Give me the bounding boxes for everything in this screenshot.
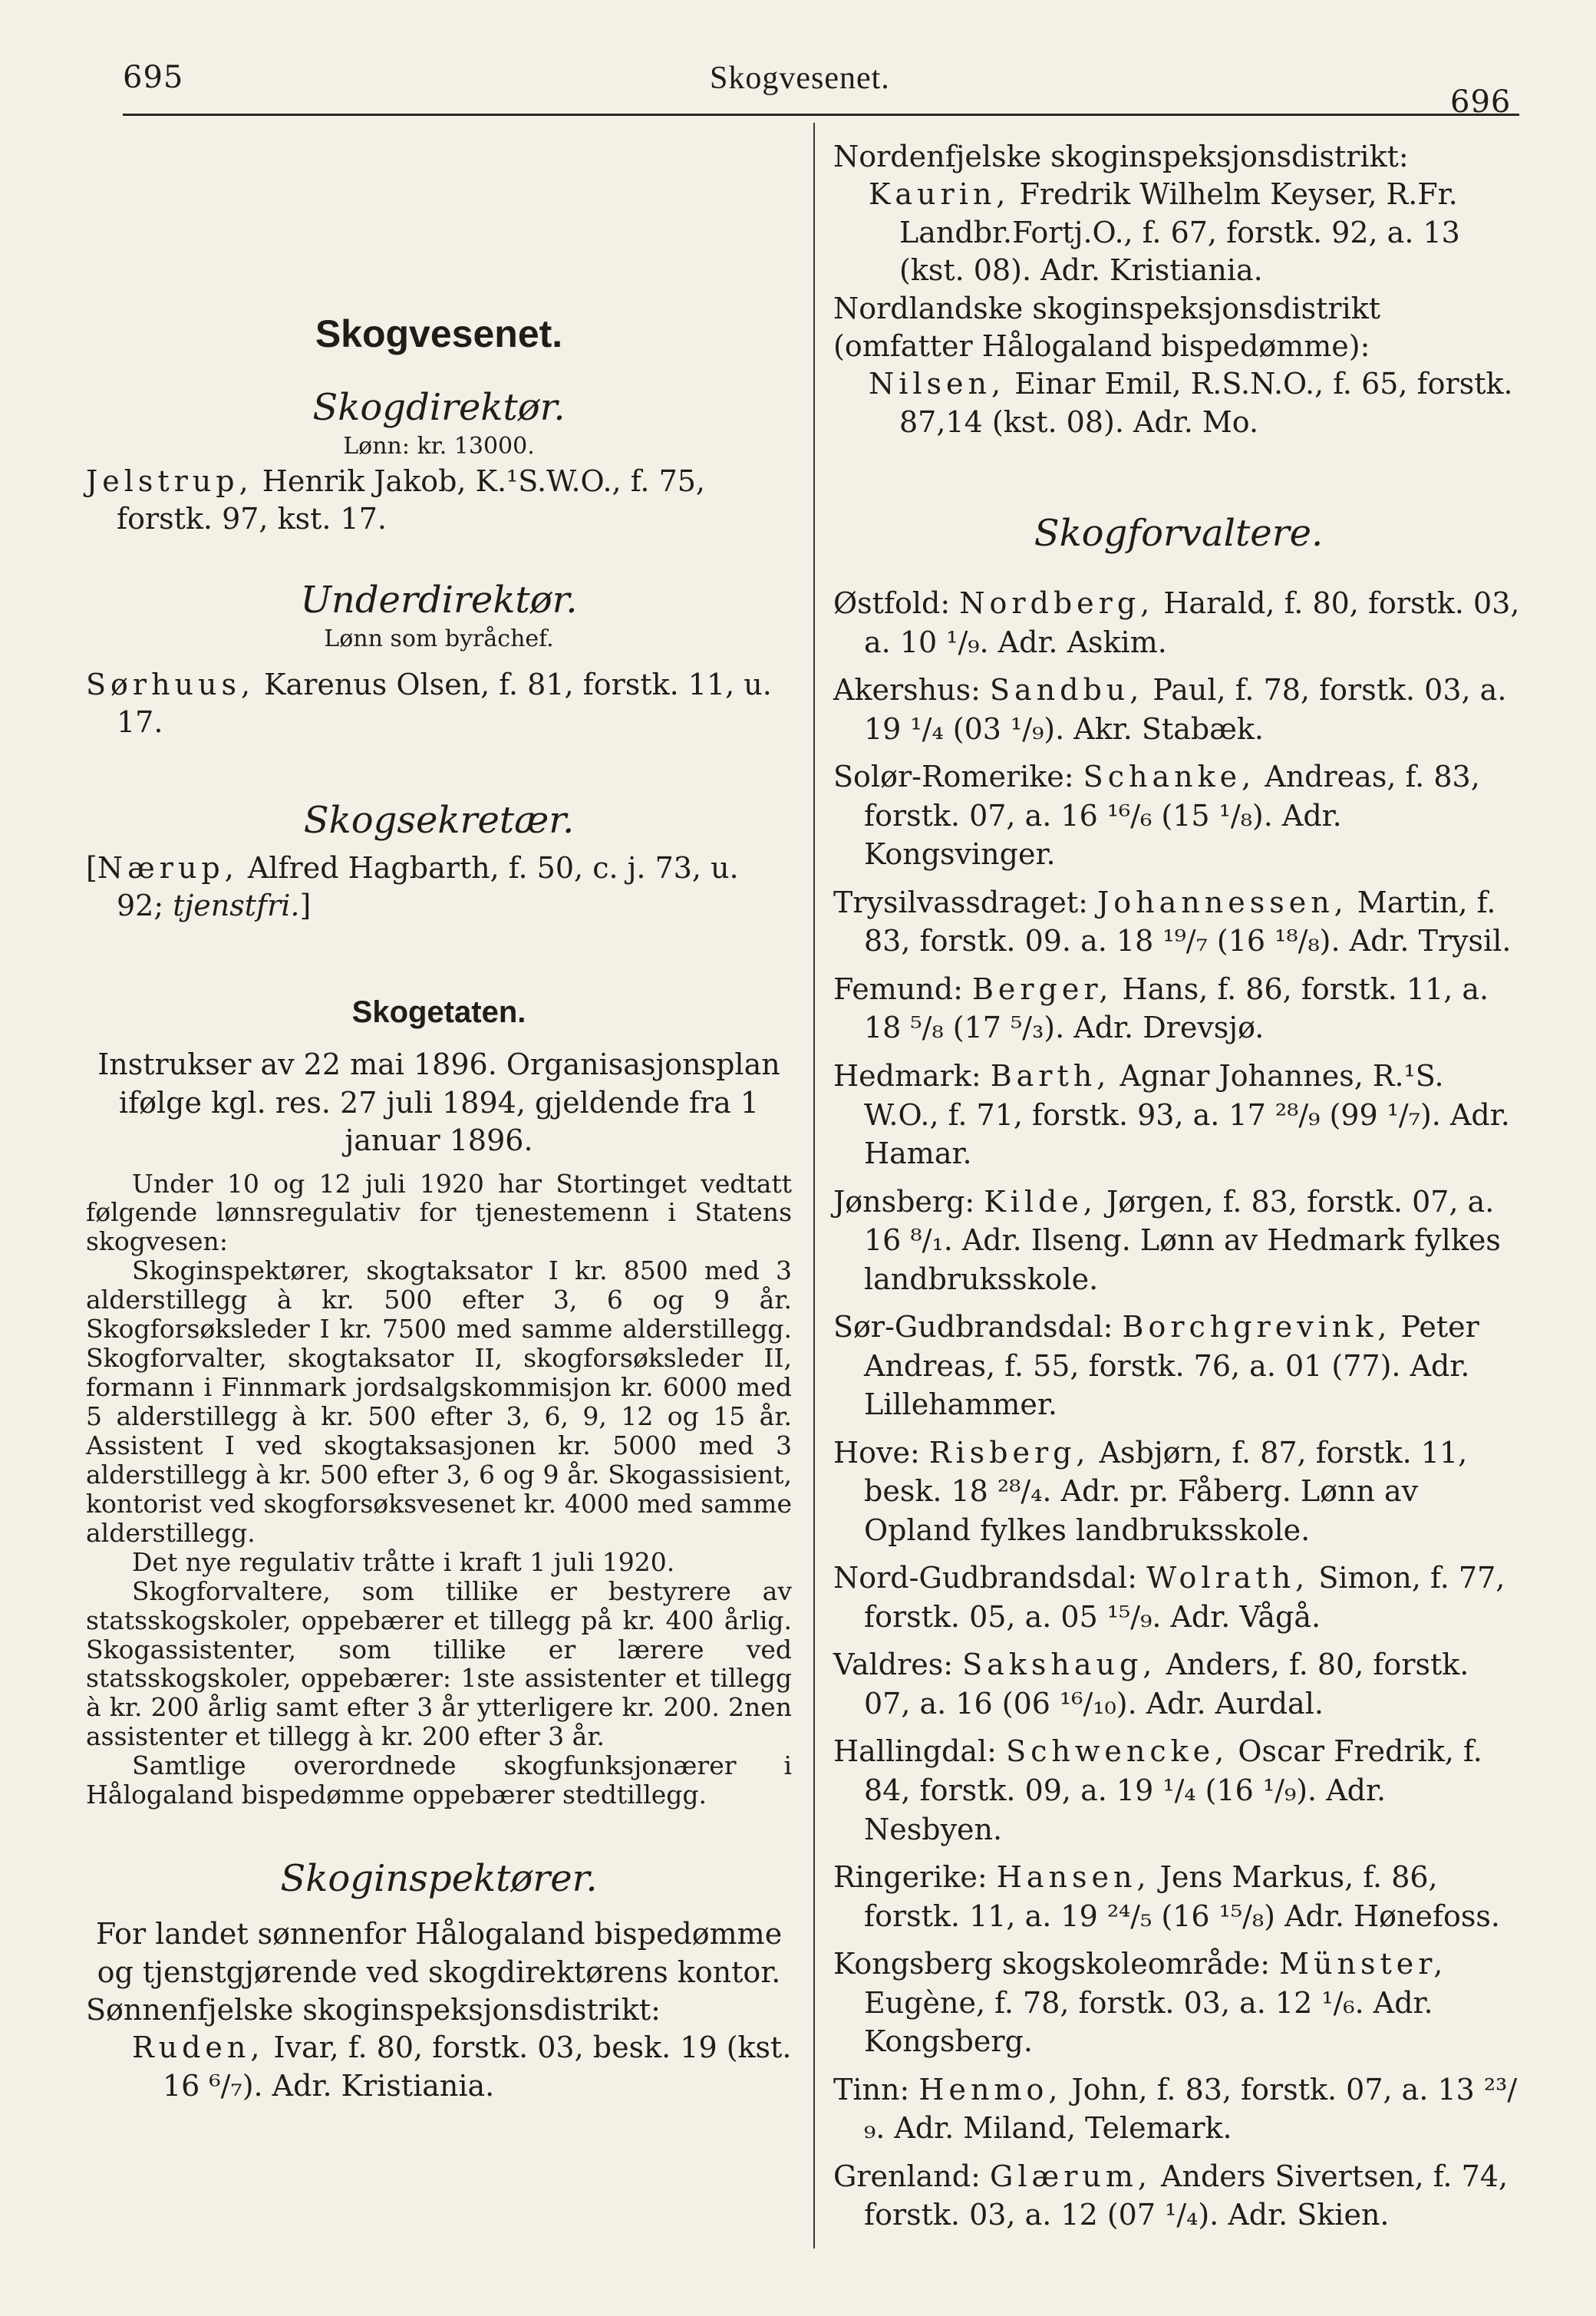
district-name: Nord-Gudbrandsdal:: [833, 1561, 1147, 1595]
left-column: [86, 138, 792, 2105]
forvalter-entry: [833, 1645, 1524, 1723]
entry-direktor: [86, 463, 792, 539]
district-label: Nordenfjelske skoginspeksjonsdistrikt:: [833, 140, 1409, 173]
district-name: Kongsberg skogskoleområde:: [833, 1947, 1280, 1981]
surname: Ruden,: [132, 2031, 265, 2065]
entry-text: John, f. 83, forstk. 07, a. 13 ²³/₉. Adr. Miland, Telemark.: [864, 2072, 1518, 2146]
district-name: Grenland:: [833, 2159, 990, 2193]
surname: Risberg,: [928, 1435, 1090, 1470]
forvalter-entry: [833, 1858, 1524, 1935]
district-label: Nordlandske skoginspeksjonsdistrikt (omfatter Hålogaland bispedømme):: [833, 291, 1381, 363]
surname: Wolrath,: [1146, 1561, 1310, 1595]
heading-direktor: Skogdirektør.: [312, 386, 566, 429]
district-name: Hedmark:: [833, 1058, 991, 1093]
entry-text: Oscar Fredrik, f. 84, forstk. 09, a. 19 ¹/₄ (16 ¹/₉). Adr. Nesbyen.: [864, 1734, 1482, 1846]
entry-text: Eugène, f. 78, forstk. 03, a. 12 ¹/₆. Adr. Kongsberg.: [864, 1985, 1433, 2059]
forvalter-entry: [833, 1945, 1524, 2061]
regulation-paragraph: Samtlige overordnede skogfunksjonærer i Hålogaland bispedømme oppebærer stedtillegg.: [86, 1750, 792, 1810]
surname: Sakshaug,: [962, 1648, 1157, 1682]
heading-sekretaer: Skogsekretær.: [303, 798, 575, 842]
entry-text: Simon, f. 77, forstk. 05, a. 05 ¹⁵/₉. Adr. Vågå.: [864, 1561, 1505, 1634]
entry-nordlandske: [833, 365, 1524, 441]
surname: Johannessen,: [1097, 885, 1348, 919]
surname: Nordberg,: [959, 586, 1155, 621]
inspektorer-intro: For landet sønnenfor Hålogaland bispedømme og tjenstgjørende ved skogdirektørens kontor.: [95, 1917, 783, 1989]
skogetaten-title: Skogetaten.: [351, 995, 526, 1030]
regulation-paragraph: Under 10 og 12 juli 1920 har Stortinget vedtatt følgende lønnsregulativ for tjenestemenn i Statens skogvesen:: [86, 1168, 792, 1257]
surname: Nærup,: [97, 850, 239, 885]
surname: Kilde,: [984, 1184, 1097, 1219]
salary-direktor: Lønn: kr. 13000.: [343, 433, 535, 460]
forvalter-entry: [833, 883, 1524, 961]
district-label: Sønnenfjelske skoginspeksjonsdistrikt:: [86, 1992, 661, 2027]
running-title: Skogvesenet.: [710, 61, 890, 96]
skogetaten-intro: Instrukser av 22 mai 1896. Organisasjonsplan ifølge kgl. res. 27 juli 1894, gjeldende fra 1 januar 1896.: [97, 1047, 780, 1158]
surname: Borchgrevink,: [1122, 1310, 1392, 1344]
entry-text: Anders, f. 80, forstk. 07, a. 16 (06 ¹⁶/₁₀). Adr. Aurdal.: [864, 1648, 1469, 1721]
district-name: Ringerike:: [833, 1860, 997, 1895]
heading-forvaltere: Skogforvaltere.: [1034, 512, 1324, 556]
surname: Henmo,: [918, 2072, 1063, 2107]
entry-text: Asbjørn, f. 87, forstk. 11, besk. 18 ²⁸/₄. Adr. pr. Fåberg. Lønn av Opland fylkes landbruksskole.: [864, 1435, 1468, 1547]
surname: Sørhuus,: [86, 667, 256, 701]
entry-text: Harald, f. 80, forstk. 03, a. 10 ¹/₉. Adr. Askim.: [864, 586, 1520, 659]
district-name: Solør-Romerike:: [833, 760, 1083, 794]
regulation-paragraph: Skoginspektører, skogtaksator I kr. 8500 med 3 alderstillegg à kr. 500 efter 3, 6 og 9 år. Skogforsøksleder I kr. 7500 med samme alderstillegg. Skogforvalter, skogtaksator II, skogforsøksleder II, formann i Finnmark jordsalgskommisjon kr. 6000 med 5 alderstillegg à kr. 500 efter 3, 6, 9, 12 og 15 år. Assistent I ved skogtaksasjonen kr. 5000 med 3 alderstillegg à kr. 500 efter 3, 6 og 9 år. Skogassisient, kontorist ved skogforsøksvesenet kr. 4000 med samme alderstillegg.: [86, 1255, 792, 1548]
district-name: Valdres:: [833, 1648, 963, 1682]
entry-text: Henrik Jakob, K.¹S.W.O., f. 75, forstk. 97, kst. 17.: [117, 464, 705, 536]
surname: Berger,: [971, 972, 1113, 1006]
right-column: [798, 138, 1524, 2235]
entry-text: Peter Andreas, f. 55, forstk. 76, a. 01 (77). Adr. Lillehammer.: [864, 1310, 1479, 1422]
forvalter-entry: [833, 1732, 1524, 1849]
district-name: Hallingdal:: [833, 1734, 1007, 1769]
surname: Hansen,: [996, 1860, 1151, 1895]
surname: Barth,: [990, 1058, 1111, 1093]
forvalter-entry: [833, 970, 1524, 1047]
district-name: Akershus:: [833, 673, 990, 708]
forvalter-entry: [833, 584, 1524, 661]
heading-inspektorer: Skoginspektører.: [280, 1857, 598, 1901]
district-name: Trysilvassdraget:: [833, 885, 1098, 919]
entry-text: Ivar, f. 80, forstk. 03, besk. 19 (kst. 16 ⁶/₇). Adr. Kristiania.: [163, 2031, 792, 2103]
district-name: Tinn:: [833, 2072, 919, 2107]
surname: Schanke,: [1083, 760, 1256, 794]
entry-text: Martin, f. 83, forstk. 09. a. 18 ¹⁹/₇ (16 ¹⁸/₈). Adr. Trysil.: [864, 885, 1512, 958]
entry-underdirektor: [86, 666, 792, 742]
surname: Jelstrup,: [86, 464, 253, 498]
regulation-paragraph: Skogforvaltere, som tillike er bestyrere av statsskogskoler, oppebærer et tillegg på kr. 400 årlig. Skogassistenter, som tillike er lærere ved statsskogskoler, oppebærer: 1ste assistenter et tillegg à kr. 200 årlig samt efter 3 år ytterligere kr. 200. 2nen assistenter et tillegg à kr. 200 efter 3 år.: [86, 1575, 792, 1752]
entry-text: Paul, f. 78, forstk. 03, a. 19 ¹/₄ (03 ¹/₉). Akr. Stabæk.: [864, 673, 1507, 746]
surname: Kaurin,: [869, 177, 1011, 212]
forvalter-entry: [833, 1308, 1524, 1424]
forvalter-entry: [833, 1433, 1524, 1550]
bracket-close: ]: [299, 888, 312, 922]
entry-text: Andreas, f. 83, forstk. 07, a. 16 ¹⁶/₆ (15 ¹/₈). Adr. Kongsvinger.: [864, 760, 1480, 872]
entry-sekretaer: [86, 850, 792, 925]
district-name: Østfold:: [833, 586, 960, 621]
entry-text: Alfred Hagbarth, f. 50, c. j. 73, u. 92;: [117, 850, 739, 922]
surname: Sandbu,: [989, 673, 1144, 708]
salary-underdirektor: Lønn som byråchef.: [324, 625, 554, 652]
forvaltere-list: [833, 584, 1524, 2235]
section-title: Skogvesenet.: [315, 312, 563, 355]
bracket-open: [: [86, 850, 97, 885]
header-rule: [123, 114, 1519, 116]
entry-text: Fredrik Wilhelm Keyser, R.Fr. Landbr.Fortj.O., f. 67, forstk. 92, a. 13 (kst. 08). Adr. Kristiania.: [899, 177, 1460, 288]
surname: Schwencke,: [1006, 1734, 1229, 1769]
entry-text: Karenus Olsen, f. 81, forstk. 11, u. 17.: [117, 667, 772, 740]
entry-text: Einar Emil, R.S.N.O., f. 65, forstk. 87,14 (kst. 08). Adr. Mo.: [899, 367, 1513, 439]
entry-text: Jørgen, f. 83, forstk. 07, a. 16 ⁸/₁. Adr. Ilseng. Lønn av Hedmark fylkes landbruksskole.: [864, 1184, 1501, 1296]
entry-inspektor: [86, 2029, 792, 2105]
forvalter-entry: [833, 2157, 1524, 2235]
forvalter-entry: [833, 1559, 1524, 1636]
forvalter-entry: [833, 671, 1524, 748]
district-name: Jønsberg:: [833, 1184, 984, 1219]
salary-regulations: [86, 1170, 792, 1810]
forvalter-entry: [833, 1183, 1524, 1299]
entry-text: Anders Sivertsen, f. 74, forstk. 03, a. 12 (07 ¹/₄). Adr. Skien.: [864, 2159, 1509, 2232]
district-name: Femund:: [833, 972, 972, 1006]
regulation-paragraph: Det nye regulativ tråtte i kraft 1 juli 1920.: [132, 1546, 675, 1577]
district-name: Sør-Gudbrandsdal:: [833, 1310, 1123, 1344]
status-text: tjenstfri.: [173, 888, 300, 922]
forvalter-entry: [833, 1057, 1524, 1173]
page-number-right: 696: [1450, 84, 1512, 120]
heading-underdirektor: Underdirektør.: [300, 578, 578, 622]
entry-text: Agnar Johannes, R.¹S. W.O., f. 71, forstk. 93, a. 17 ²⁸/₉ (99 ¹/₇). Adr. Hamar.: [864, 1058, 1510, 1171]
entry-nordenfjelske: [833, 176, 1524, 289]
surname: Glærum,: [989, 2159, 1152, 2193]
surname: Münster,: [1279, 1947, 1448, 1981]
forvalter-entry: [833, 2070, 1524, 2148]
forvalter-entry: [833, 757, 1524, 874]
surname: Nilsen,: [869, 367, 1006, 401]
district-name: Hove:: [833, 1435, 929, 1470]
entry-text: Jens Markus, f. 86, forstk. 11, a. 19 ²⁴/₅ (16 ¹⁵/₈) Adr. Hønefoss.: [864, 1860, 1500, 1933]
entry-text: Hans, f. 86, forstk. 11, a. 18 ⁵/₈ (17 ⁵/₃). Adr. Drevsjø.: [864, 972, 1489, 1045]
page-number-left: 695: [123, 60, 184, 95]
